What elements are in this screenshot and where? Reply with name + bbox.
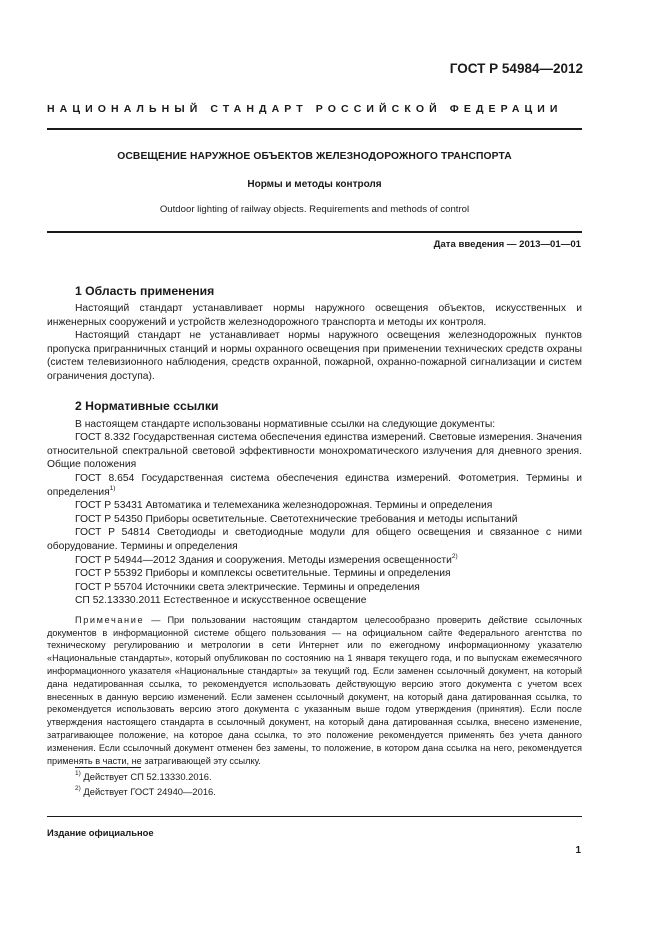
footnote-1-text: Действует СП 52.13330.2016.	[80, 771, 212, 782]
reference-gost-r-55392: ГОСТ Р 55392 Приборы и комплексы осветительные. Термины и определения	[75, 568, 451, 580]
reference-gost-r-53431: ГОСТ Р 53431 Автоматика и телемеханика железнодорожная. Термины и определения	[75, 500, 493, 512]
section-1-paragraph-2: Настоящий стандарт не устанавливает нормы наружного освещения железнодорожных пунктов пропуска пригранничных станций и нормы охранного освещения при применении технических средств охраны (систем телевизионного наблюдения, средств охранной, пожарной, охранно-пожарной сигнализации и систем ограничения доступа).	[47, 330, 582, 382]
footnote-ref-1: 1)	[109, 484, 116, 492]
reference-gost-8-654-text: ГОСТ 8.654 Государственная система обеспечения единства измерений. Фотометрия. Термины и определения	[47, 472, 582, 498]
footer-rule	[47, 816, 582, 817]
note-label: Примечание	[75, 614, 145, 625]
footnote-2-mark: 2)	[75, 785, 81, 792]
footnote-1	[75, 771, 212, 782]
official-edition-label: Издание официальное	[47, 827, 154, 838]
standard-number: ГОСТ Р 54984—2012	[449, 61, 583, 76]
section-2-heading: 2 Нормативные ссылки	[75, 398, 219, 413]
note-paragraph	[47, 614, 582, 768]
footnote-2	[75, 786, 216, 797]
section-2-intro: В настоящем стандарте использованы нормативные ссылки на следующие документы:	[75, 418, 496, 430]
reference-gost-8-332: ГОСТ 8.332 Государственная система обеспечения единства измерений. Световые измерения. Значения относительной спектральной световой эффективности монохроматического излучения для дневного зрения. Общие положения	[47, 432, 582, 471]
reference-gost-8-654	[47, 472, 582, 499]
reference-gost-r-54944	[47, 554, 582, 568]
footnote-2-text: Действует ГОСТ 24940—2016.	[80, 786, 216, 797]
document-title-english: Outdoor lighting of railway objects. Requirements and methods of control	[159, 204, 470, 215]
footnote-1-mark: 1)	[75, 770, 81, 777]
section-1-paragraph-1: Настоящий стандарт устанавливает нормы наружного освещения объектов, искусственных и инженерных сооружений и устройств железнодорожного транспорта и методы их контроля.	[47, 303, 582, 328]
page-number: 1	[575, 845, 581, 856]
document-body	[47, 284, 582, 767]
reference-sp-52-13330: СП 52.13330.2011 Естественное и искусственное освещение	[75, 595, 367, 607]
section-1-heading: 1 Область применения	[75, 284, 215, 298]
reference-gost-r-55704: ГОСТ Р 55704 Источники света электрические. Термины и определения	[75, 581, 420, 593]
reference-gost-r-54350: ГОСТ Р 54350 Приборы осветительные. Светотехнические требования и методы испытаний	[75, 513, 518, 525]
footnote-separator	[75, 767, 141, 768]
header-rule	[47, 128, 582, 130]
document-subtitle: Нормы и методы контроля	[247, 179, 382, 190]
title-rule	[47, 231, 582, 233]
national-standard-banner: НАЦИОНАЛЬНЫЙ СТАНДАРТ РОССИЙСКОЙ ФЕДЕРАЦИИ	[47, 103, 563, 115]
reference-gost-r-54944-text: ГОСТ Р 54944—2012 Здания и сооружения. Методы измерения освещенности	[75, 554, 452, 566]
footnote-ref-2: 2)	[451, 552, 458, 560]
introduction-date: Дата введения — 2013—01—01	[433, 239, 581, 250]
note-text: — При пользовании настоящим стандартом целесообразно проверить действие ссылочных документов в информационной системе общего пользования — на официальном сайте Федерального агентства по техническому регулированию и метрологии в сети Интернет или по ежегодному информационному указателю «Национальные стандарты», который опубликован по состоянию на 1 января текущего года, и по выпускам ежемесячного информационного указателя «Национальные стандарты» за текущий год. Если заменен ссылочный документ, на который дана недатированная ссылка, то рекомендуется использовать действующую версию этого документа с учетом всех внесенных в данную версию изменений. Если заменен ссылочный документ, на который дана датированная ссылка, то рекомендуется использовать версию этого документа с указанным выше годом утверждения (принятия). Если после утверждения настоящего стандарта в ссылочный документ, на который дана датированная ссылка, внесено изменение, затрагивающее положение, на которое дана ссылка, то это положение рекомендуется применять без учета данного изменения. Если ссылочный документ отменен без замены, то положение, в котором дана ссылка на него, рекомендуется применять в части, не затрагивающей эту ссылку.	[47, 614, 582, 766]
reference-gost-r-54814: ГОСТ Р 54814 Светодиоды и светодиодные модули для общего освещения и связанное с ними оборудование. Термины и определения	[47, 527, 582, 552]
document-title: ОСВЕЩЕНИЕ НАРУЖНОЕ ОБЪЕКТОВ ЖЕЛЕЗНОДОРОЖНОГО ТРАНСПОРТА	[117, 151, 512, 162]
